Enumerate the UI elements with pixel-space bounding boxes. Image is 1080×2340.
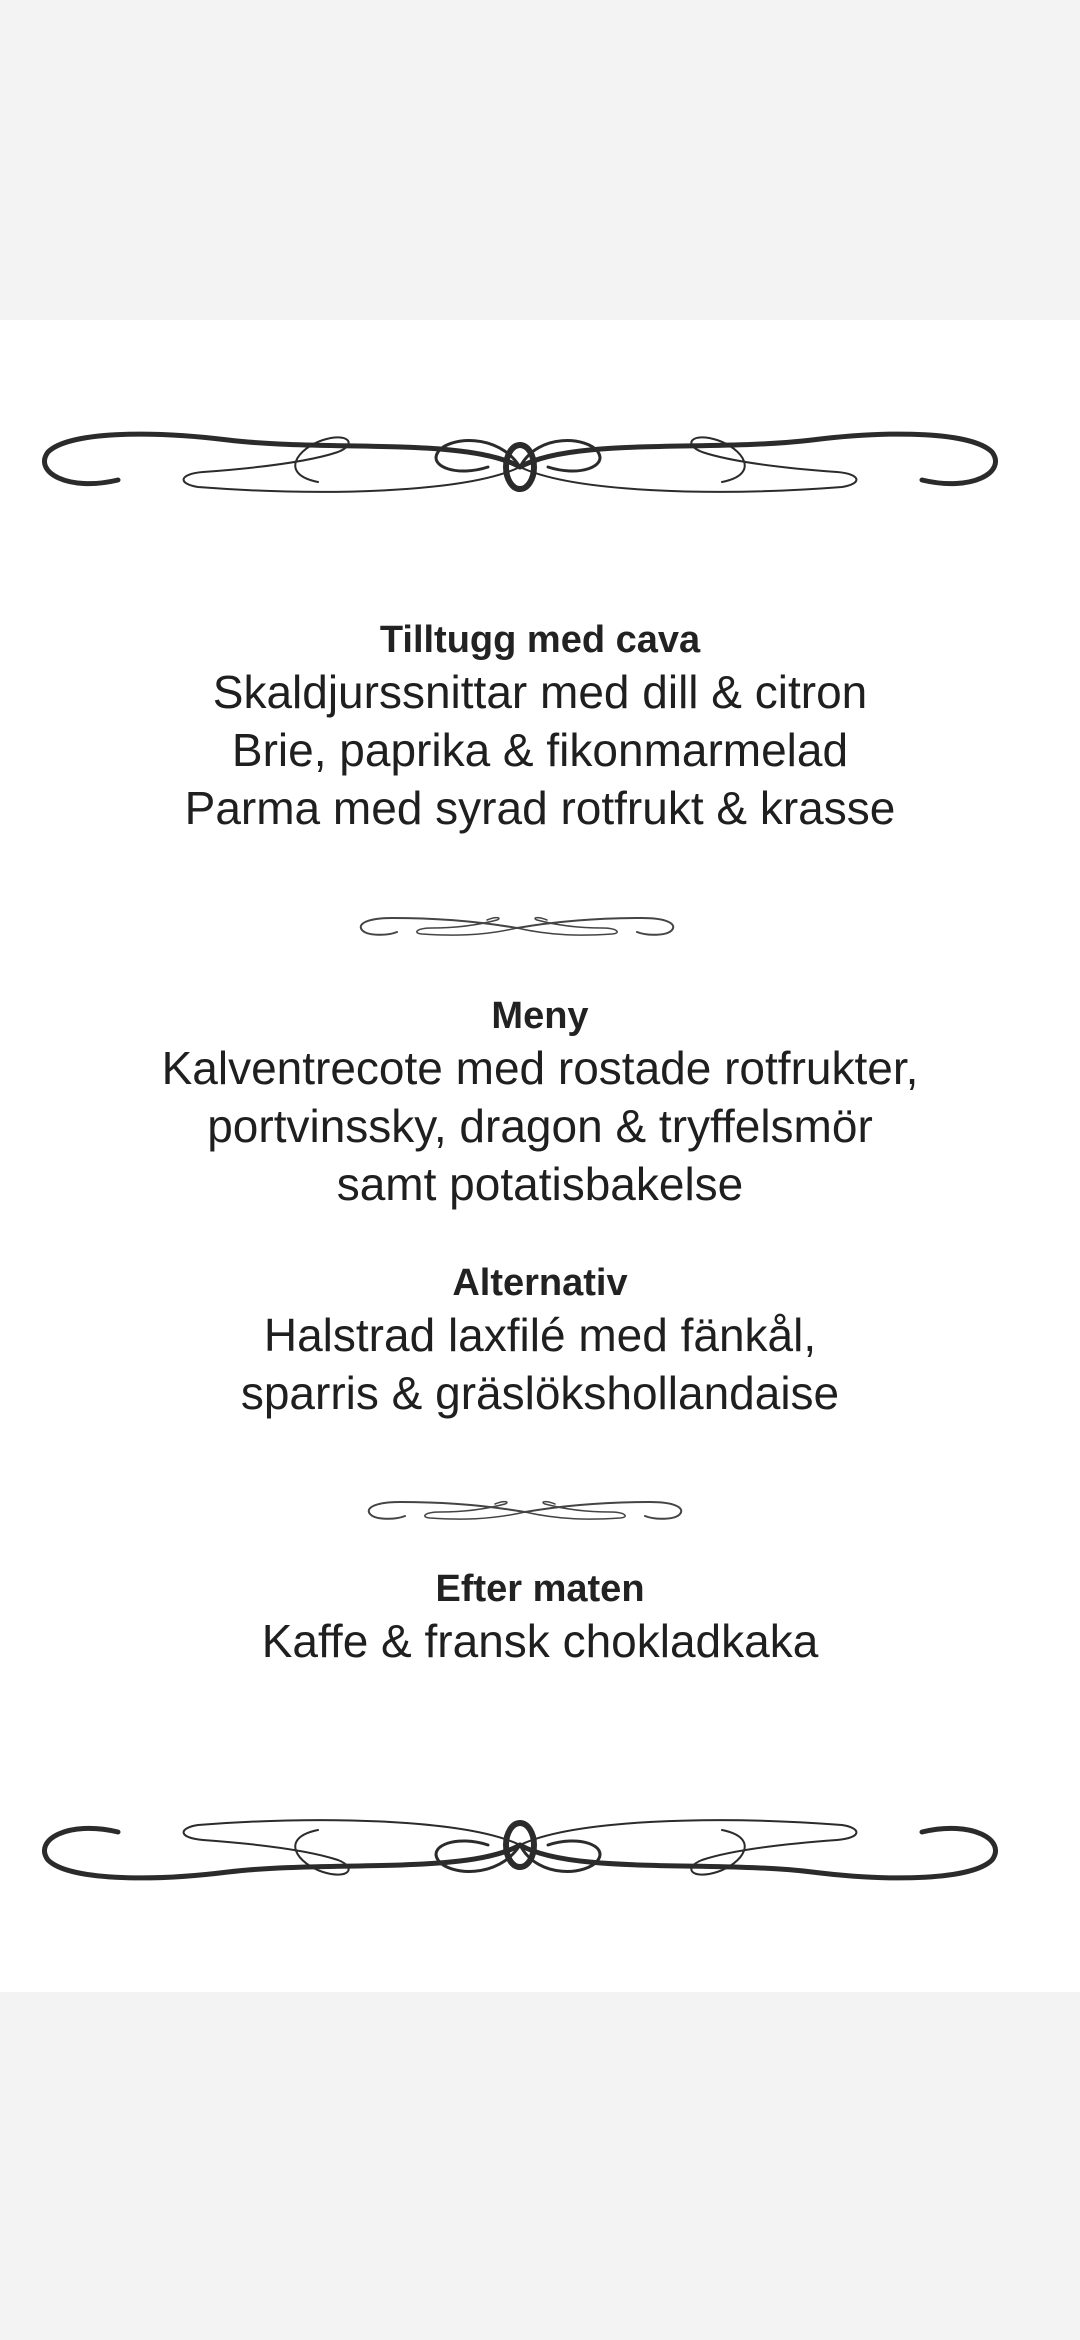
divider-flourish-ornament: [360, 1490, 690, 1530]
appetizer-item: Skaldjurssnittar med dill & citron: [212, 666, 868, 718]
alternative-section: [0, 1260, 1080, 1422]
divider-flourish-ornament: [352, 906, 682, 946]
main-course-line: portvinssky, dragon & tryffelsmör: [207, 1100, 873, 1152]
after-dinner-section: [0, 1566, 1080, 1670]
appetizers-section: [0, 617, 1080, 837]
bottom-flourish-ornament: [28, 1800, 1012, 1890]
appetizers-heading: Tilltugg med cava: [379, 619, 701, 661]
after-dinner-heading: Efter maten: [435, 1568, 645, 1610]
alternative-line: sparris & gräslökshollandaise: [240, 1367, 840, 1419]
appetizer-item: Brie, paprika & fikonmarmelad: [231, 724, 849, 776]
main-course-line: Kalventrecote med rostade rotfrukter,: [161, 1042, 919, 1094]
main-course-heading: Meny: [491, 995, 589, 1037]
appetizer-item: Parma med syrad rotfrukt & krasse: [184, 782, 896, 834]
main-course-line: samt potatisbakelse: [336, 1158, 744, 1210]
main-course-section: [0, 993, 1080, 1213]
after-dinner-item: Kaffe & fransk chokladkaka: [261, 1615, 819, 1667]
alternative-line: Halstrad laxfilé med fänkål,: [263, 1309, 817, 1361]
alternative-heading: Alternativ: [452, 1262, 628, 1304]
menu-card: [0, 320, 1080, 1992]
top-flourish-ornament: [28, 422, 1012, 512]
